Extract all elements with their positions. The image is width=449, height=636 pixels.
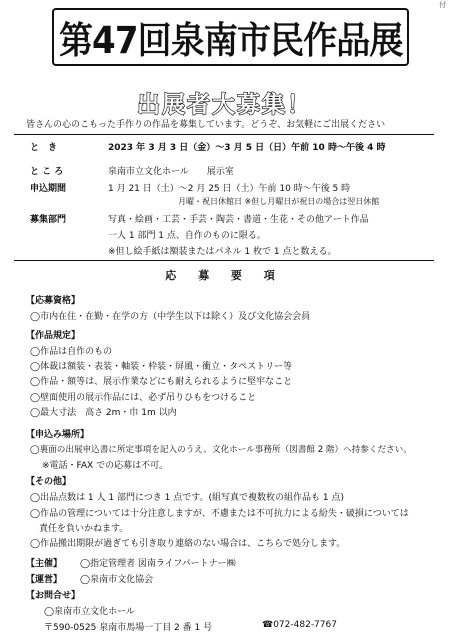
info-top-rule <box>14 134 434 135</box>
title-banner <box>52 8 409 66</box>
place-value: 泉南市立文化ホール 展示室 <box>108 167 234 177</box>
other-item: ◯出品点数は 1 人 1 部門につき 1 点です。(組写真で複数枚の組作品も 1 点) <box>30 493 344 503</box>
rules-item: ◯作品・額等は、展示作業などにも耐えられるように堅牢なこと <box>30 377 293 387</box>
info-bottom-rule <box>14 260 434 261</box>
period-value: 1 月 21 日（土）～2 月 25 日（土）午前 10 時～午後 5 時 <box>108 184 351 194</box>
rules-title: 【作品規定】 <box>26 331 81 341</box>
eligibility-item: ◯市内在住・在勤・在学の方（中学生以下は除く）及び文化協会会員 <box>30 312 311 322</box>
subtitle-text: 出展者大募集！ <box>137 92 312 118</box>
intro-text: 皆さんの心のこもった手作りの作品を募集しています。どうぞ、お気軽にご出展ください <box>26 120 386 130</box>
rules-item: ◯体裁は額装・表装・軸装・枠装・屏風・衝立・タペストリー等 <box>30 362 293 372</box>
other-title: 【その他】 <box>26 477 72 487</box>
other-item: 責任を負いかねます。 <box>30 524 129 534</box>
subtitle <box>0 86 449 119</box>
contact-name: ◯泉南市立文化ホール <box>44 607 135 617</box>
place-label: と こ ろ <box>30 167 64 177</box>
corner-mark: 付 <box>439 1 446 9</box>
date-value: 2023 年 3 月 3 日（金）～3 月 5 日（日）午前 10 時～午後 4 時 <box>108 143 386 153</box>
contact-label: 【お問合せ】 <box>26 591 81 601</box>
operation-label: 【運営】 <box>26 575 63 585</box>
guidelines-heading: 応 募 要 項 <box>165 269 284 282</box>
contact-phone: ☎072-482-7767 <box>262 620 337 630</box>
contact-address: 〒590-0525 泉南市馬場一丁目 2 番 1 号 <box>44 623 213 633</box>
rules-item: ◯壁面使用の展示作品には、必ず吊りひもをつけること <box>30 393 257 403</box>
category-label: 募集部門 <box>30 215 67 225</box>
category-line2: 一人 1 部門 1 点、自作のものに限る。 <box>108 231 266 241</box>
eligibility-title: 【応募資格】 <box>26 296 81 306</box>
operation-value: ◯泉南市文化協会 <box>80 575 154 585</box>
other-item: ◯作品搬出期限が過ぎても引き取り連絡のない場合は、こちらで処分します。 <box>30 539 346 549</box>
sponsor-label: 【主催】 <box>26 559 63 569</box>
date-label: と き <box>30 143 58 153</box>
method-title: 【申込み場所】 <box>26 430 90 440</box>
period-label: 申込期間 <box>30 184 67 194</box>
period-note: 月曜・祝日休館日 ※但し月曜日が祝日の場合は翌日休館 <box>178 197 380 206</box>
method-line1: ◯裏面の出展申込書に所定事項を記入のうえ、文化ホール事務所（図書館 2 階）へ持参ください。 <box>30 445 412 455</box>
rules-item: ◯最大寸法 高さ 2m・巾 1m 以内 <box>30 408 177 418</box>
sponsor-value: ◯指定管理者 図南ライフパートナー㈱ <box>80 559 236 569</box>
category-line3: ※但し絵手紙は額装またはパネル 1 枚で 1 点と数える。 <box>108 247 337 257</box>
page-title: 第47回泉南市民作品展 <box>58 19 403 62</box>
other-item: ◯作品の管理については十分注意しますが、不慮または不可抗力による紛失・破損については <box>30 509 409 519</box>
category-value: 写真・絵画・工芸・手芸・陶芸・書道・生花・その他アート作品 <box>108 215 369 225</box>
method-line2: ※電話・FAX での応募は不可。 <box>42 461 169 471</box>
rules-item: ◯作品は自作のもの <box>30 347 113 357</box>
